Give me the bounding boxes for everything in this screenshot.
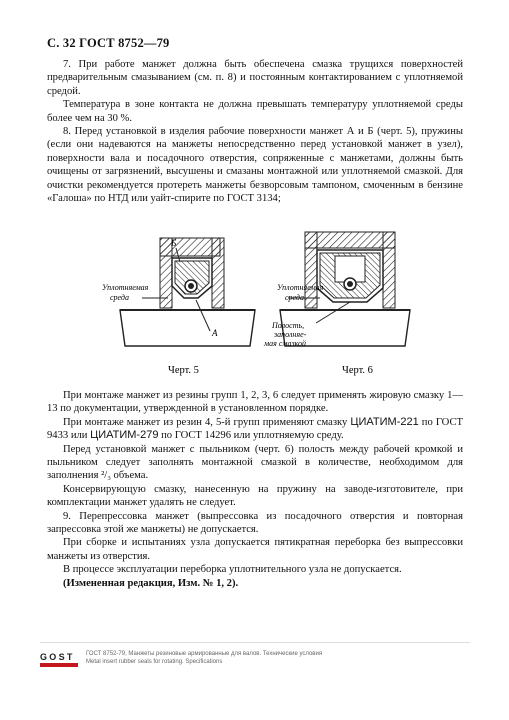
paragraph-7: 7. При работе манжет должна быть обеспечена смазка трущихся поверхностей предварительным смазыванием (см. п. 8) и постоянным контактированием с уплотняемой средой.	[47, 59, 463, 97]
paragraph-preserving: Консервирующую смазку, нанесенную на пружину на заводе-изготовителе, при комплектации манжет удалять не следует.	[47, 483, 463, 509]
caption-5: Черт. 5	[168, 365, 199, 376]
footer-text	[86, 650, 322, 666]
ciatim-279: ЦИАТИМ-279	[90, 429, 159, 442]
paragraph-9: 9. Перепрессовка манжет (выпрессовка из посадочного отверстия и повторная запрессовка этой же манжеты) не допускается.	[47, 510, 463, 536]
paragraph-dust-boot: Перед установкой манжет с пыльником (черт. 6) полость между рабочей кромкой и пыльником следует заполнять монтажной смазкой в количестве, необходимом для заполнения ²/₃ объема.	[47, 443, 463, 482]
paragraph-assembly: При сборке и испытаниях узла допускается пятикратная переборка без выпрессовки манжеты из отверстия.	[47, 537, 463, 562]
page-header: С. 32 ГОСТ 8752—79	[47, 36, 170, 50]
footer-divider	[40, 642, 470, 643]
cavity-label-line1: Полость,	[272, 321, 305, 330]
logo-red-bar	[40, 663, 78, 667]
p2-end: по ГОСТ 14296 или уплотняемую среду.	[158, 430, 344, 442]
paragraph-operation: В процессе эксплуатации переборка уплотнительного узла не допускается.	[63, 564, 402, 576]
medium-right-line2: среда	[285, 293, 304, 302]
gost-expert-logo	[40, 652, 78, 667]
caption-6: Черт. 6	[342, 365, 373, 376]
medium-left-line2: среда	[110, 293, 129, 302]
cavity-label-line3: мая смазкой	[264, 339, 307, 348]
paragraph-amendment: (Измененная редакция, Изм. № 1, 2).	[63, 577, 239, 589]
footer-line-2: Metal insert rubber seals for rotating. Specifications	[86, 659, 223, 665]
p2-mid: по ГОСТ 9433 или	[47, 416, 463, 442]
p2-start: При монтаже манжет из резин 4, 5-й групп применяют смазку	[63, 416, 351, 428]
label-b: Б	[171, 238, 177, 248]
paragraph-8: 8. Перед установкой в изделия рабочие поверхности манжет А и Б (черт. 5), пружины (если они надеваются на манжеты непосредственно перед установкой манжет в узел), поверхности вала и посадочного отверстия, сопряженные с манжетами, должны быть очищены от загрязнений, высушены и смазаны монтажной или уплотняемой смазкой. Для очистки рекомендуется протереть манжеты безворсовым тампоном, смоченным в бензине «Галоша» по НТД или уайт-спирите по ГОСТ 3134;	[47, 126, 463, 205]
seal-drawings	[80, 228, 420, 378]
medium-left-line1: Уплотняемая	[102, 283, 149, 292]
paragraph-grease-2	[47, 416, 463, 443]
medium-right-line1: Уплотняемая	[277, 283, 324, 292]
drawing-5	[120, 238, 255, 346]
logo-text: GOST	[40, 652, 75, 662]
bottom-text-block	[47, 389, 463, 590]
label-a: А	[212, 328, 218, 338]
cavity-label-line2: заполняе-	[274, 330, 307, 339]
paragraph-grease-1: При монтаже манжет из резины групп 1, 2, 3, 6 следует применять жировую смазку 1—13 по документации, утвержденной в установленном порядке.	[47, 390, 463, 415]
footer-line-1: ГОСТ 8752-79, Манжеты резиновые армированные для валов. Технические условия	[86, 651, 323, 657]
paragraph-temperature: Температура в зоне контакта не должна превышать температуру уплотняемой среды более чем на 30 %.	[47, 99, 463, 124]
ciatim-221: ЦИАТИМ-221	[350, 415, 419, 428]
top-text-block	[47, 58, 463, 205]
